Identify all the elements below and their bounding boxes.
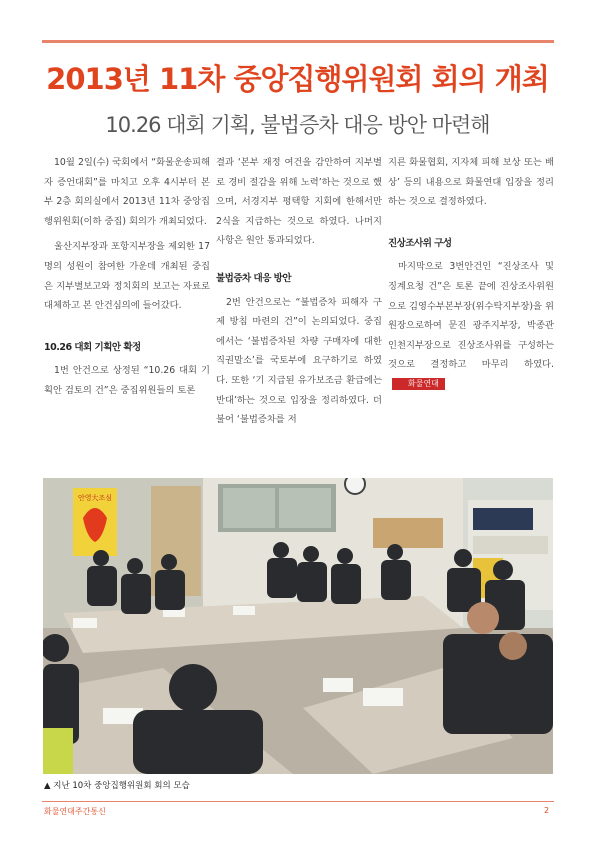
paragraph: 1번 안건으로 상정된 “10.26 대회 기획안 검토의 건”은 중집위원들의 토론 [44,365,210,396]
headline: 2013년 11차 중앙집행위원회 회의 개최 [46,62,549,96]
meeting-photo-illustration [43,478,553,774]
photo-caption: ▲ 지난 10차 중앙집행위원회 회의 모습 [44,781,190,791]
section-heading: 10.26 대회 기획안 확정 [44,341,141,353]
subheadline: 10.26 대회 기획, 불법증차 대응 방안 마련해 [105,113,490,137]
article-column-2 [216,153,382,436]
page-number: 2 [544,806,550,815]
paragraph: 지른 화물협회, 지자체 피해 보상 또는 배상’ 등의 내용으로 화물연대 입장을 정리하는 것으로 결정하였다. [388,157,554,208]
footer-rule [42,801,554,802]
poster-text: 안영大조심 [77,494,113,502]
paragraph: 결과 ‘본부 재정 여건을 감안하여 지부별로 경비 절감을 위해 노력’하는 것으로 했으며, 서경지부 평택항 지회에 한해서만 2식을 지급하는 것으로 하였다. 나머지 사항은 원안 통과되었다. [216,157,382,247]
article-column-3 [388,153,554,401]
paragraph-text: 마지막으로 3번안건인 “진상조사 및 징계요청 건”은 토론 끝에 진상조사위원으로 김영수부본부장(위수탁지부장)을 위원장으로하여 문진 광주지부장, 박종관 인천지부장으로 진상조사위를 구성하는 것으로 결정하고 마무리 하였다. [388,261,554,371]
meeting-photo [43,478,553,774]
paragraph: 10월 2일(수) 국회에서 “화물운송피해자 증언대회”를 마치고 오후 4시부터 본부 2층 회의실에서 2013년 11차 중앙집행위원회(이하 중집) 회의가 개최되었다. [44,157,210,227]
paragraph: 2번 안건으로는 “불법증차 피해자 구제 방침 마련의 건”이 논의되었다. 중집에서는 ‘불법증차된 차량 구매자에 대한 직권말소’를 국토부에 요구하기로 하였다. 또한 ‘기 지급된 유가보조금 환급에는 반대’하는 것으로 입장을 정리하였다. 더불어 ‘불법증차를 저 [216,296,382,426]
section-heading: 불법증차 대응 방안 [216,272,292,284]
top-rule [42,40,554,43]
article-column-1 [44,153,210,407]
section-heading: 진상조사위 구성 [388,237,452,249]
author-badge: 화물연대 [392,378,445,390]
paragraph: 울산지부장과 포항지부장을 제외한 17명의 성원이 참여한 가운데 개최된 중집은 지부별보고와 정치회의 보고는 자료로 대체하고 본 안건심의에 들어갔다. [44,241,210,312]
publication-name: 화물연대주간통신 [44,807,106,816]
paragraph [388,257,554,394]
